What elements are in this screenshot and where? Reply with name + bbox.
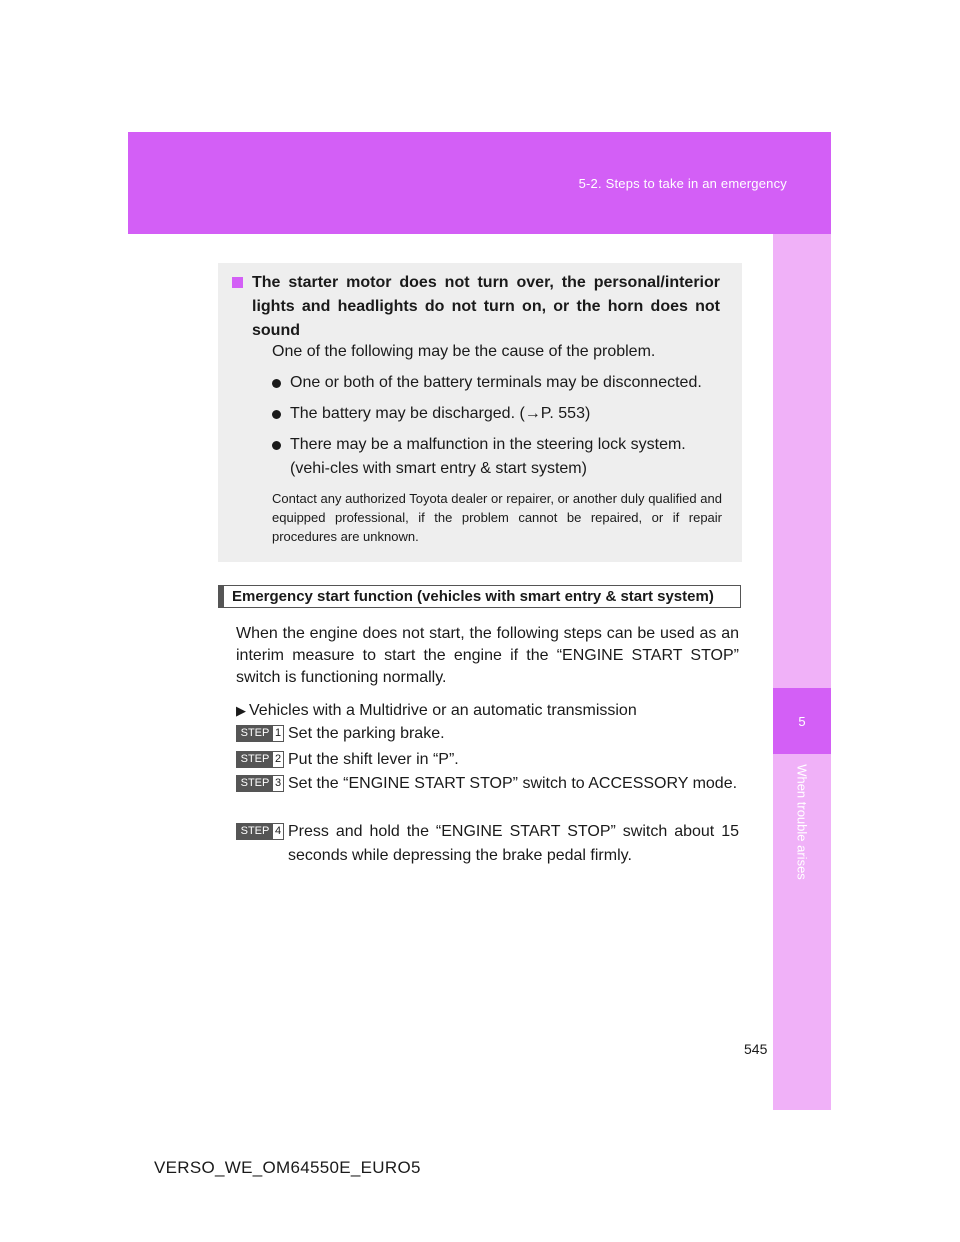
step-text: Set the parking brake. <box>288 725 445 742</box>
info-box <box>218 263 742 562</box>
step-label: STEP <box>237 824 273 839</box>
step-4 <box>236 820 739 868</box>
bullet-dot-icon <box>272 441 281 450</box>
page-number: 545 <box>744 1041 768 1057</box>
step-badge <box>236 775 284 792</box>
list-item-text: There may be a malfunction in the steering lock system. (vehi-cles with smart entry & start system) <box>290 436 686 477</box>
chapter-number-tab[interactable] <box>773 688 831 754</box>
step-badge <box>236 823 284 840</box>
step-badge <box>236 751 284 768</box>
step-2 <box>236 748 739 772</box>
step-label: STEP <box>237 776 273 791</box>
cause-list <box>272 371 722 488</box>
bullet-dot-icon <box>272 379 281 388</box>
step-3 <box>236 772 739 796</box>
document-code: VERSO_WE_OM64550E_EURO5 <box>154 1158 421 1177</box>
info-heading-text: The starter motor does not turn over, the personal/interior lights and headlights do not turn on, or the horn does not sound <box>252 274 720 339</box>
bullet-dot-icon <box>272 410 281 419</box>
step-text: Put the shift lever in “P”. <box>288 751 459 768</box>
list-item <box>272 433 722 481</box>
step-1 <box>236 722 739 746</box>
section-breadcrumb: 5-2. Steps to take in an emergency <box>578 176 787 191</box>
step-badge <box>236 725 284 742</box>
square-bullet-icon <box>232 277 243 288</box>
step-number: 2 <box>274 753 282 765</box>
chapter-title: When trouble arises <box>794 764 810 880</box>
header-band <box>128 132 831 234</box>
info-heading <box>232 271 720 343</box>
info-intro: One of the following may be the cause of the problem. <box>272 343 656 360</box>
info-note: Contact any authorized Toyota dealer or repairer, or another duly qualified and equipped professional, if the problem cannot be repaired, or if repair procedures are unknown. <box>272 491 722 544</box>
step-label: STEP <box>237 726 273 741</box>
section-title: Emergency start function (vehicles with smart entry & start system) <box>218 585 741 608</box>
subheading-text: Vehicles with a Multidrive or an automatic transmission <box>249 702 637 719</box>
chapter-number: 5 <box>798 713 806 729</box>
step-text: Press and hold the “ENGINE START STOP” switch about 15 seconds while depressing the brake pedal firmly. <box>288 823 739 864</box>
triangle-right-icon: ▶ <box>236 703 246 718</box>
chapter-side-tab <box>773 234 831 1110</box>
step-number: 4 <box>274 825 282 837</box>
list-item[interactable] <box>272 402 722 426</box>
step-number: 3 <box>274 777 282 789</box>
step-number: 1 <box>274 727 282 739</box>
list-item-text: One or both of the battery terminals may be disconnected. <box>290 374 702 391</box>
list-item-text: The battery may be discharged. (→P. 553) <box>290 405 591 422</box>
transmission-subheading <box>236 700 637 722</box>
list-item <box>272 371 722 395</box>
step-label: STEP <box>237 752 273 767</box>
step-text: Set the “ENGINE START STOP” switch to ACCESSORY mode. <box>288 775 738 792</box>
section-paragraph: When the engine does not start, the following steps can be used as an interim measure to start the engine if the “ENGINE START STOP” switch is functioning normally. <box>236 625 739 686</box>
